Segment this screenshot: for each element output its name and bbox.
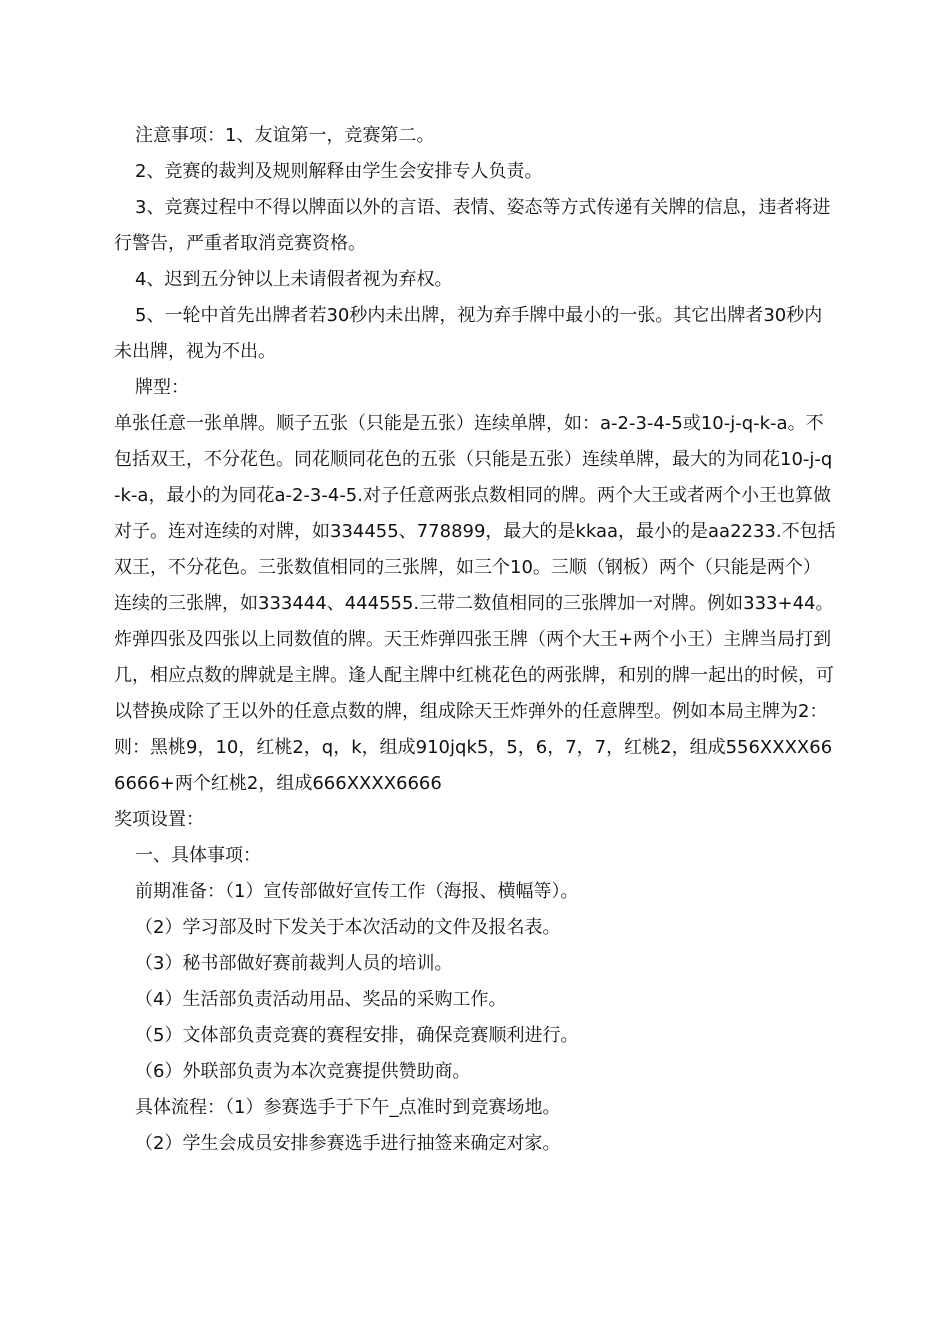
paragraph-flow-2: （2）学生会成员安排参赛选手进行抽签来确定对家。: [135, 1133, 561, 1154]
paragraph-notes-2: 2、竞赛的裁判及规则解释由学生会安排专人负责。: [135, 161, 543, 182]
heading-awards: 奖项设置：: [114, 809, 204, 830]
heading-card-types: 牌型：: [135, 377, 189, 398]
paragraph-prep-5: （5）文体部负责竞赛的赛程安排，确保竞赛顺利进行。: [135, 1025, 579, 1046]
paragraph-notes-4: 4、迟到五分钟以上未请假者视为弃权。: [135, 269, 453, 290]
paragraph-prep-1: 前期准备：（1）宣传部做好宣传工作（海报、横幅等）。: [135, 881, 579, 902]
paragraph-card-types: 单张任意一张单牌。顺子五张（只能是五张）连续单牌，如：a-2-3-4-5或10-j-q-k-a。不包括双王，不分花色。同花顺同花色的五张（只能是五张）连续单牌，最大的为同花10-j-q-k-a，最小的为同花a-2-3-4-5.对子任意两张点数相同的牌。两个大王或者两个小王也算做对子。连对连续的对牌，如334455、778899，最大的是kkaa，最小的是aa2233.不包括双王，不分花色。三张数值相同的三张牌，如三个10。三顺（钢板）两个（只能是两个）连续的三张牌，如333444、444555.三带二数值相同的三张牌加一对牌。例如333+44。炸弹四张及四张以上同数值的牌。天王炸弹四张王牌（两个大王+两个小王）主牌当局打到几，相应点数的牌就是主牌。逢人配主牌中红桃花色的两张牌，和别的牌一起出的时候，可以替换成除了王以外的任意点数的牌，组成除天王炸弹外的任意牌型。例如本局主牌为2：则：黑桃9，10，红桃2，q，k，组成910jqk5，5，6，7，7，红桃2，组成556XXXX666666+两个红桃2，组成666XXXX6666: [114, 413, 836, 794]
document-page: [114, 118, 836, 1162]
paragraph-prep-6: （6）外联部负责为本次竞赛提供赞助商。: [135, 1061, 471, 1082]
paragraph-prep-3: （3）秘书部做好赛前裁判人员的培训。: [135, 953, 453, 974]
heading-specific-items: 一、具体事项：: [135, 845, 261, 866]
paragraph-prep-4: （4）生活部负责活动用品、奖品的采购工作。: [135, 989, 507, 1010]
paragraph-notes-1: 注意事项：1、友谊第一，竞赛第二。: [135, 125, 435, 146]
paragraph-notes-3: 3、竞赛过程中不得以牌面以外的言语、表情、姿态等方式传递有关牌的信息，违者将进行警告，严重者取消竞赛资格。: [114, 197, 831, 254]
paragraph-notes-5: 5、一轮中首先出牌者若30秒内未出牌，视为弃手牌中最小的一张。其它出牌者30秒内未出牌，视为不出。: [114, 305, 823, 362]
paragraph-flow-1: 具体流程：（1）参赛选手于下午_点准时到竞赛场地。: [135, 1097, 561, 1118]
paragraph-prep-2: （2）学习部及时下发关于本次活动的文件及报名表。: [135, 917, 561, 938]
